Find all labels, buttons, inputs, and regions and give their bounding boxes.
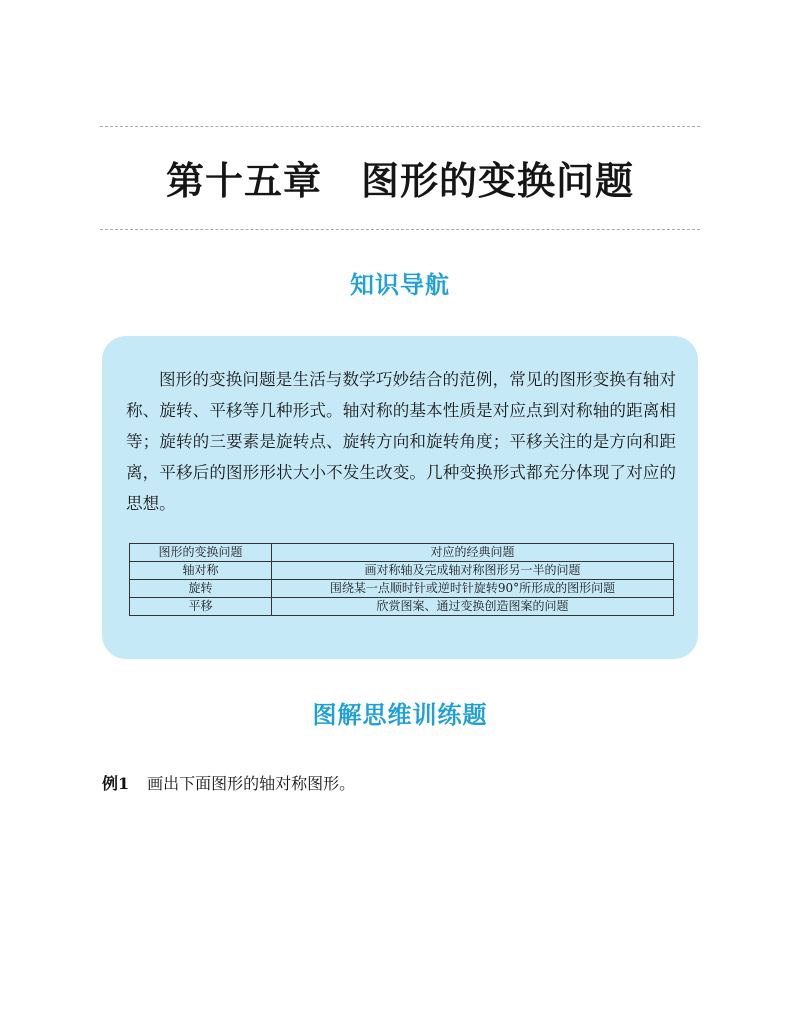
intro-paragraph: 图形的变换问题是生活与数学巧妙结合的范例，常见的图形变换有轴对称、旋转、平移等几种形式。轴对称的基本性质是对应点到对称轴的距离相等；旋转的三要素是旋转点、旋转方向和旋转角度；平移关注的是方向和距离，平移后的图形形状大小不发生改变。几种变换形式都充分体现了对应的思想。: [126, 370, 676, 513]
knowledge-nav-box: [102, 336, 698, 659]
table-row: [130, 580, 674, 598]
table-cell: 画对称轴及完成轴对称图形另一半的问题: [272, 562, 674, 580]
training-heading: 图解思维训练题: [312, 701, 488, 729]
table-cell: 欣赏图案、通过变换创造图案的问题: [272, 598, 674, 616]
bottom-dashed-divider: [100, 229, 700, 230]
table-header-row: [130, 544, 674, 562]
example-1: [102, 771, 355, 794]
table-cell: 围绕某一点顺时针或逆时针旋转90°所形成的图形问题: [272, 580, 674, 598]
table-cell: 轴对称: [130, 562, 272, 580]
table-row: [130, 598, 674, 616]
example-text: 画出下面图形的轴对称图形。: [147, 774, 356, 793]
table-cell: 平移: [130, 598, 272, 616]
table-cell: 旋转: [130, 580, 272, 598]
example-label: 例1: [102, 774, 130, 793]
table-header-cell: 图形的变换问题: [130, 544, 272, 562]
chapter-title: 第十五章 图形的变换问题: [165, 158, 634, 203]
top-dashed-divider: [100, 126, 700, 127]
transformation-table: [129, 543, 674, 616]
knowledge-nav-heading: 知识导航: [350, 271, 450, 299]
table-header-cell: 对应的经典问题: [272, 544, 674, 562]
table-row: [130, 562, 674, 580]
